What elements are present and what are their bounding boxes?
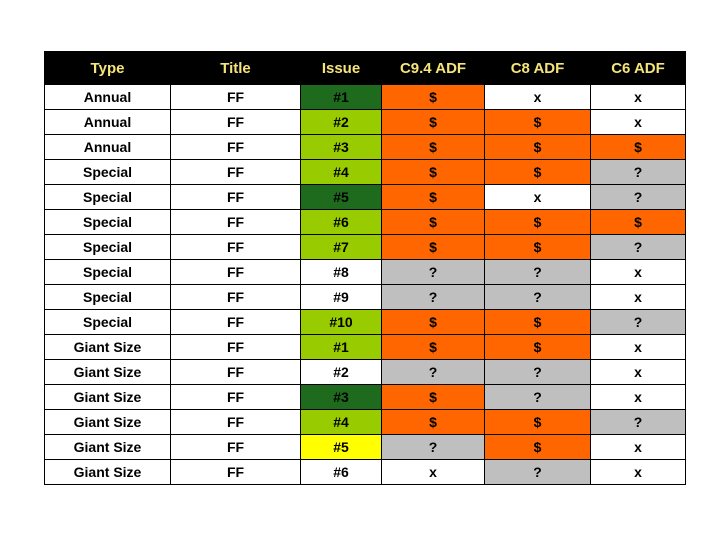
cell-title: FF (171, 360, 301, 385)
cell-c94-adf: $ (382, 385, 485, 410)
table-row (45, 160, 686, 185)
cell-type: Special (45, 185, 171, 210)
cell-c8-adf: $ (485, 235, 591, 260)
cell-issue: #6 (301, 460, 382, 485)
cell-c8-adf: ? (485, 285, 591, 310)
cell-title: FF (171, 310, 301, 335)
cell-type: Special (45, 210, 171, 235)
cell-c8-adf: x (485, 85, 591, 110)
cell-type: Giant Size (45, 435, 171, 460)
table-row (45, 85, 686, 110)
cell-c6-adf: x (591, 110, 686, 135)
cell-c94-adf: $ (382, 160, 485, 185)
cell-c8-adf: ? (485, 460, 591, 485)
cell-c94-adf: ? (382, 435, 485, 460)
table-row (45, 410, 686, 435)
cell-issue: #1 (301, 335, 382, 360)
cell-c8-adf: $ (485, 410, 591, 435)
header-row (45, 52, 686, 85)
cell-issue: #10 (301, 310, 382, 335)
cell-c8-adf: $ (485, 160, 591, 185)
cell-issue: #2 (301, 360, 382, 385)
table-row (45, 435, 686, 460)
cell-c94-adf: $ (382, 410, 485, 435)
cell-title: FF (171, 235, 301, 260)
cell-c94-adf: $ (382, 135, 485, 160)
cell-c6-adf: ? (591, 160, 686, 185)
cell-c6-adf: ? (591, 410, 686, 435)
cell-c6-adf: ? (591, 235, 686, 260)
cell-title: FF (171, 110, 301, 135)
cell-c94-adf: $ (382, 310, 485, 335)
table-body (45, 85, 686, 485)
cell-c94-adf: $ (382, 185, 485, 210)
cell-type: Giant Size (45, 360, 171, 385)
cell-issue: #4 (301, 160, 382, 185)
cell-c6-adf: x (591, 260, 686, 285)
cell-c8-adf: ? (485, 385, 591, 410)
cell-c8-adf: $ (485, 210, 591, 235)
cell-issue: #7 (301, 235, 382, 260)
cell-c94-adf: $ (382, 235, 485, 260)
comic-price-table (44, 51, 686, 485)
cell-title: FF (171, 135, 301, 160)
cell-c94-adf: $ (382, 335, 485, 360)
cell-c94-adf: $ (382, 85, 485, 110)
cell-c6-adf: x (591, 285, 686, 310)
cell-issue: #5 (301, 185, 382, 210)
cell-title: FF (171, 285, 301, 310)
cell-c8-adf: $ (485, 310, 591, 335)
cell-type: Special (45, 260, 171, 285)
cell-type: Annual (45, 110, 171, 135)
cell-c8-adf: $ (485, 135, 591, 160)
header-c94-adf: C9.4 ADF (382, 52, 485, 85)
cell-c6-adf: ? (591, 185, 686, 210)
table-row (45, 335, 686, 360)
cell-c6-adf: x (591, 335, 686, 360)
cell-c6-adf: x (591, 85, 686, 110)
cell-c8-adf: $ (485, 110, 591, 135)
cell-issue: #2 (301, 110, 382, 135)
cell-title: FF (171, 335, 301, 360)
cell-title: FF (171, 435, 301, 460)
cell-title: FF (171, 260, 301, 285)
cell-type: Giant Size (45, 460, 171, 485)
cell-c8-adf: x (485, 185, 591, 210)
table-header (45, 52, 686, 85)
cell-c8-adf: $ (485, 335, 591, 360)
cell-title: FF (171, 210, 301, 235)
cell-c6-adf: $ (591, 210, 686, 235)
cell-type: Special (45, 160, 171, 185)
header-c8-adf: C8 ADF (485, 52, 591, 85)
table-row (45, 260, 686, 285)
cell-issue: #5 (301, 435, 382, 460)
cell-issue: #3 (301, 135, 382, 160)
table-row (45, 285, 686, 310)
table-row (45, 110, 686, 135)
cell-c94-adf: x (382, 460, 485, 485)
cell-c6-adf: x (591, 435, 686, 460)
cell-title: FF (171, 160, 301, 185)
table-row (45, 310, 686, 335)
cell-title: FF (171, 460, 301, 485)
table-row (45, 185, 686, 210)
cell-type: Giant Size (45, 335, 171, 360)
cell-c94-adf: ? (382, 260, 485, 285)
cell-issue: #6 (301, 210, 382, 235)
cell-issue: #8 (301, 260, 382, 285)
header-title: Title (171, 52, 301, 85)
header-issue: Issue (301, 52, 382, 85)
cell-c6-adf: $ (591, 135, 686, 160)
header-type: Type (45, 52, 171, 85)
table-row (45, 210, 686, 235)
cell-c6-adf: x (591, 360, 686, 385)
cell-c94-adf: $ (382, 210, 485, 235)
cell-c94-adf: ? (382, 360, 485, 385)
table-row (45, 235, 686, 260)
cell-type: Giant Size (45, 410, 171, 435)
cell-c94-adf: $ (382, 110, 485, 135)
table-row (45, 385, 686, 410)
cell-title: FF (171, 410, 301, 435)
table-row (45, 135, 686, 160)
cell-issue: #9 (301, 285, 382, 310)
cell-type: Special (45, 235, 171, 260)
cell-title: FF (171, 385, 301, 410)
cell-issue: #4 (301, 410, 382, 435)
header-c6-adf: C6 ADF (591, 52, 686, 85)
table-row (45, 360, 686, 385)
cell-issue: #3 (301, 385, 382, 410)
cell-title: FF (171, 185, 301, 210)
cell-type: Giant Size (45, 385, 171, 410)
table-row (45, 460, 686, 485)
cell-c8-adf: ? (485, 260, 591, 285)
cell-title: FF (171, 85, 301, 110)
cell-c6-adf: x (591, 385, 686, 410)
cell-type: Special (45, 285, 171, 310)
cell-c6-adf: x (591, 460, 686, 485)
cell-type: Annual (45, 135, 171, 160)
cell-type: Special (45, 310, 171, 335)
cell-type: Annual (45, 85, 171, 110)
cell-issue: #1 (301, 85, 382, 110)
cell-c8-adf: ? (485, 360, 591, 385)
cell-c94-adf: ? (382, 285, 485, 310)
comic-price-table-container (44, 51, 685, 485)
cell-c6-adf: ? (591, 310, 686, 335)
cell-c8-adf: $ (485, 435, 591, 460)
